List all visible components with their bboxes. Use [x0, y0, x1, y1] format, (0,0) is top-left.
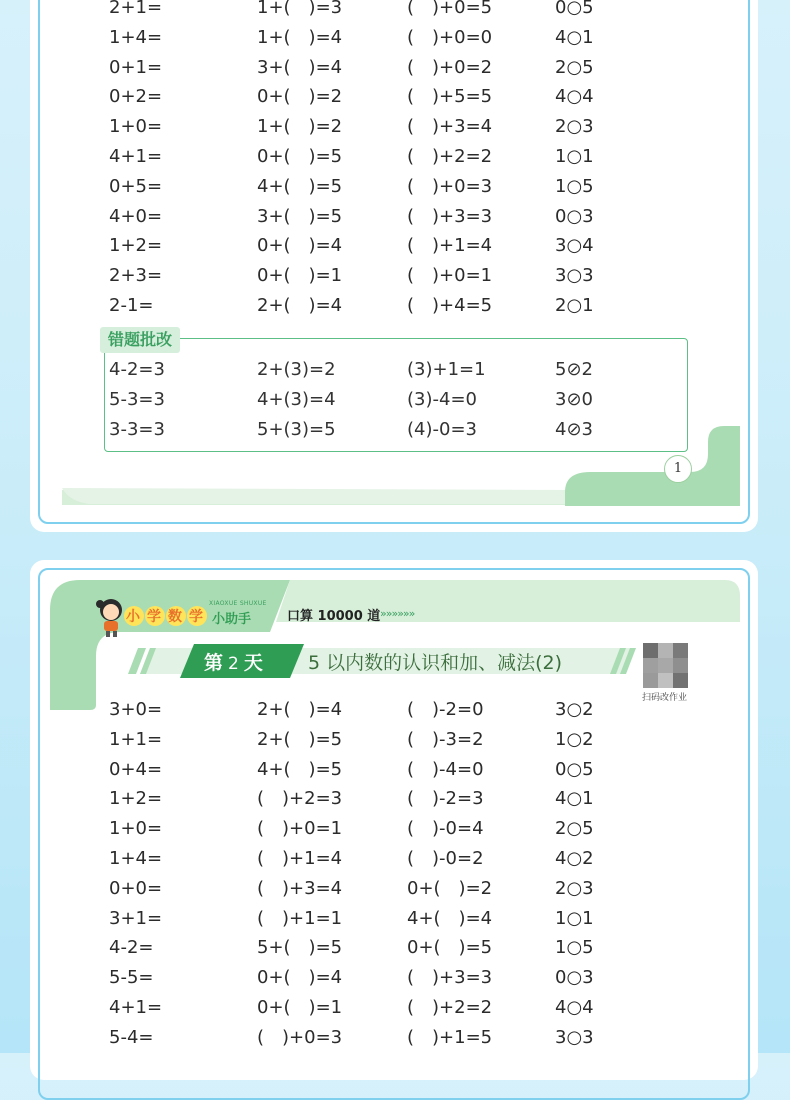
problem-cell: 4+( )=5 [257, 175, 343, 197]
problem-cell: ( )+4=5 [407, 295, 493, 316]
problem-cell: 1+2= [109, 788, 163, 810]
problem-cell: (4)-0=3 [407, 419, 477, 440]
problem-cell: ( )-3=2 [407, 728, 484, 750]
problem-row [0, 53, 790, 83]
problem-cell: ( )+3=3 [407, 967, 493, 989]
correction-row [0, 355, 790, 385]
problem-cell: ( )+5=5 [407, 86, 493, 108]
problem-cell: 0+( )=5 [257, 146, 343, 167]
problem-cell: 0+( )=1 [257, 265, 343, 287]
problem-cell: 4+1= [109, 146, 163, 167]
problem-cell: ( )+0=3 [407, 175, 493, 197]
problem-cell: 3○2 [555, 699, 594, 720]
problem-cell: 5+( )=5 [257, 937, 343, 959]
problem-cell: 1+4= [109, 26, 163, 48]
problem-row [0, 172, 790, 202]
problem-cell: 2+( )=4 [257, 699, 343, 720]
problem-cell: ( )-2=3 [407, 788, 484, 810]
problem-cell: 0○3 [555, 967, 594, 989]
problem-cell: 2+( )=4 [257, 295, 343, 316]
problem-cell: 0+2= [109, 86, 163, 108]
problem-row [0, 963, 790, 993]
page-number: 1 [664, 455, 692, 483]
problem-cell: 0+( )=2 [257, 86, 343, 108]
problem-cell: 4○4 [555, 997, 594, 1018]
problem-cell: ( )-0=2 [407, 848, 484, 869]
problem-cell: 4-2=3 [109, 359, 165, 380]
problem-cell: ( )+2=3 [257, 788, 343, 810]
problem-cell: 1+2= [109, 235, 163, 257]
problem-cell: 2-1= [109, 295, 154, 316]
problem-cell: 1+( )=3 [257, 0, 343, 18]
problem-cell: 1○1 [555, 907, 594, 929]
problem-cell: 4○4 [555, 86, 594, 108]
qr-caption: 扫码改作业 [642, 693, 688, 703]
problem-row [0, 142, 790, 172]
problem-cell: 4-2= [109, 937, 154, 959]
problem-cell: 0+( )=1 [257, 997, 343, 1018]
problem-cell: 4+1= [109, 997, 163, 1018]
problem-cell: 0+5= [109, 175, 163, 197]
problem-cell: 0+( )=4 [257, 967, 343, 989]
problem-cell: 4+( )=4 [407, 907, 493, 929]
qr-code-icon[interactable] [643, 643, 688, 688]
correction-title: 错题批改 [100, 327, 180, 353]
problem-cell: 0+( )=5 [407, 937, 493, 959]
problem-cell: ( )+1=4 [257, 848, 343, 869]
problem-cell: 3+( )=5 [257, 205, 343, 227]
problem-cell: (3)-4=0 [407, 389, 477, 410]
problem-cell: 1+4= [109, 848, 163, 869]
problem-cell: 3⊘0 [555, 389, 593, 410]
problem-row [0, 202, 790, 232]
problem-cell: ( )+0=1 [257, 818, 343, 840]
problem-cell: ( )+0=1 [407, 265, 493, 287]
problem-cell: 0+1= [109, 56, 163, 78]
problem-cell: 5⊘2 [555, 359, 593, 380]
problem-cell: 2+3= [109, 265, 163, 287]
problem-cell: 2○3 [555, 877, 594, 899]
problem-row [0, 112, 790, 142]
problem-cell: 5-4= [109, 1026, 154, 1048]
problem-cell: ( )+1=4 [407, 235, 493, 257]
problem-cell: ( )+3=3 [407, 205, 493, 227]
problem-cell: 3+( )=4 [257, 56, 343, 78]
problem-row [0, 784, 790, 814]
problem-cell: 0+4= [109, 758, 163, 780]
problem-cell: 3○4 [555, 235, 594, 257]
problem-cell: 4+0= [109, 205, 163, 227]
problem-cell: 5+(3)=5 [257, 419, 336, 440]
problem-cell: 3○3 [555, 265, 594, 287]
problem-row [0, 725, 790, 755]
problem-cell: ( )+3=4 [257, 877, 343, 899]
problem-row [0, 82, 790, 112]
problem-cell: 4⊘3 [555, 419, 593, 440]
problem-row [0, 1023, 790, 1053]
problem-cell: 5-3=3 [109, 389, 165, 410]
problem-cell: 3+0= [109, 699, 163, 720]
day-number: 2 [228, 654, 239, 674]
problem-cell: ( )+0=5 [407, 0, 493, 18]
problem-cell: 1+( )=4 [257, 26, 343, 48]
problem-cell: ( )-0=4 [407, 818, 484, 840]
problem-cell: 0○3 [555, 205, 594, 227]
problem-cell: ( )+0=2 [407, 56, 493, 78]
problem-row [0, 291, 790, 321]
section-title: 5 以内数的认识和加、减法(2) [308, 652, 563, 674]
problem-cell: 1○5 [555, 175, 594, 197]
problem-cell: 2+( )=5 [257, 728, 343, 750]
problem-cell: (3)+1=1 [407, 359, 486, 380]
problem-cell: 2○5 [555, 818, 594, 840]
problem-cell: 4+(3)=4 [257, 389, 336, 410]
arrows-decoration: »»»»»» [380, 607, 415, 620]
problem-cell: 0○5 [555, 0, 594, 18]
problem-row [0, 993, 790, 1023]
problem-cell: ( )+3=4 [407, 116, 493, 138]
problem-cell: 1+1= [109, 728, 163, 750]
problem-cell: 1○1 [555, 146, 594, 167]
problem-cell: 5-5= [109, 967, 154, 989]
problem-cell: 4○2 [555, 848, 594, 869]
problem-cell: 3+1= [109, 907, 163, 929]
problem-row [0, 0, 790, 23]
problem-cell: 2+(3)=2 [257, 359, 336, 380]
problem-cell: ( )+2=2 [407, 146, 493, 167]
day-suffix: 天 [243, 652, 263, 674]
problem-cell: 1+0= [109, 116, 163, 138]
brand-pinyin: XIAOXUE SHUXUE [209, 600, 267, 607]
problem-cell: 2○5 [555, 56, 594, 78]
book-title: 口算 10000 道 [287, 609, 381, 624]
day-prefix: 第 [204, 652, 224, 674]
problem-row [0, 933, 790, 963]
problem-cell: 4+( )=5 [257, 758, 343, 780]
problem-cell: ( )+0=0 [407, 26, 493, 48]
problem-cell: 1○5 [555, 937, 594, 959]
problem-cell: ( )+1=1 [257, 907, 343, 929]
problem-row [0, 904, 790, 934]
problem-cell: 3○3 [555, 1026, 594, 1048]
problem-cell: 2○3 [555, 116, 594, 138]
problem-cell: 3-3=3 [109, 419, 165, 440]
problem-row [0, 755, 790, 785]
problem-cell: 0○5 [555, 758, 594, 780]
problem-cell: 0+( )=4 [257, 235, 343, 257]
brand-title: 小学数学 [126, 609, 210, 625]
problem-row [0, 231, 790, 261]
problem-cell: ( )+1=5 [407, 1026, 493, 1048]
problem-cell: ( )-2=0 [407, 699, 484, 720]
problem-cell: ( )+0=3 [257, 1026, 343, 1048]
problem-row [0, 844, 790, 874]
problem-cell: 2+1= [109, 0, 163, 18]
problem-cell: 0+0= [109, 877, 163, 899]
problem-cell: 1○2 [555, 728, 594, 750]
problem-cell: ( )+2=2 [407, 997, 493, 1018]
problem-cell: 1+0= [109, 818, 163, 840]
problem-cell: 4○1 [555, 788, 594, 810]
problem-row [0, 23, 790, 53]
problem-row [0, 814, 790, 844]
brand-subtitle: 小助手 [212, 612, 252, 627]
problem-cell: 4○1 [555, 26, 594, 48]
problem-row [0, 874, 790, 904]
day-label [204, 648, 263, 675]
problem-cell: 1+( )=2 [257, 116, 343, 138]
problem-row [0, 261, 790, 291]
correction-row [0, 385, 790, 415]
problem-row [0, 695, 790, 725]
problem-cell: ( )-4=0 [407, 758, 484, 780]
problem-cell: 0+( )=2 [407, 877, 493, 899]
problem-cell: 2○1 [555, 295, 594, 316]
